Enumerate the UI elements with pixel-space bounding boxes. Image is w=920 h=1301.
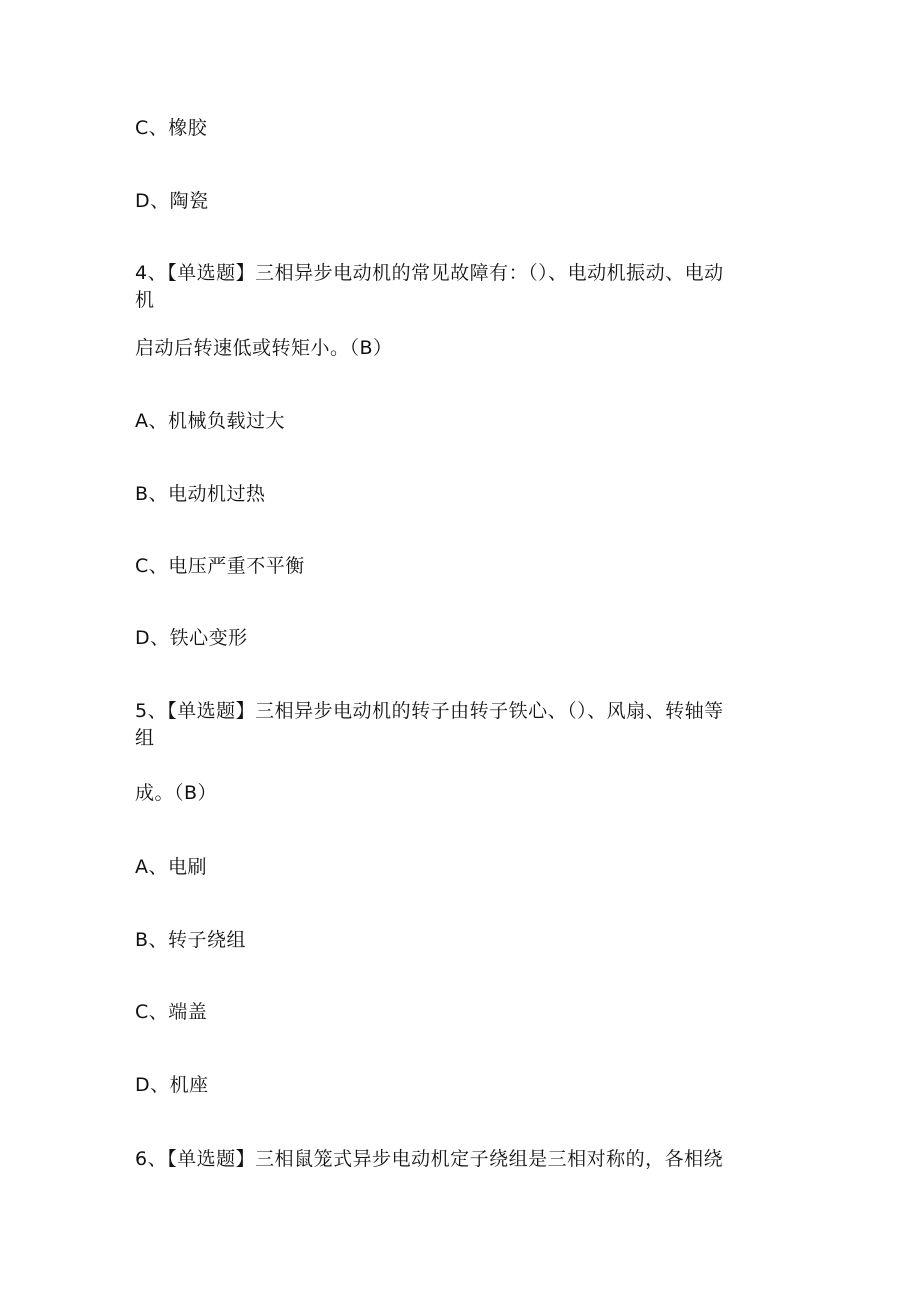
option-a-q4: A、机械负载过大 <box>135 410 285 432</box>
option-d-q3: D、陶瓷 <box>135 190 209 212</box>
question-5-line-3: 成。（B） <box>135 782 218 804</box>
option-c-q5: C、端盖 <box>135 1001 208 1023</box>
option-d-q5: D、机座 <box>135 1074 209 1096</box>
question-6-line-1: 6、【单选题】三相鼠笼式异步电动机定子绕组是三相对称的，各相绕 <box>135 1148 724 1170</box>
option-a-q5: A、电刷 <box>135 856 207 878</box>
question-5-line-1: 5、【单选题】三相异步电动机的转子由转子铁心、（）、风扇、转轴等 <box>135 700 724 722</box>
option-c-q3: C、橡胶 <box>135 117 208 139</box>
option-c-q4: C、电压严重不平衡 <box>135 555 305 577</box>
question-4-line-2: 机 <box>135 289 155 311</box>
question-4-line-3: 启动后转速低或转矩小。（B） <box>135 337 393 359</box>
question-5-line-2: 组 <box>135 727 155 749</box>
option-b-q5: B、转子绕组 <box>135 929 247 951</box>
option-b-q4: B、电动机过热 <box>135 483 266 505</box>
question-4-line-1: 4、【单选题】三相异步电动机的常见故障有：（）、电动机振动、电动 <box>135 262 724 284</box>
option-d-q4: D、铁心变形 <box>135 627 248 649</box>
